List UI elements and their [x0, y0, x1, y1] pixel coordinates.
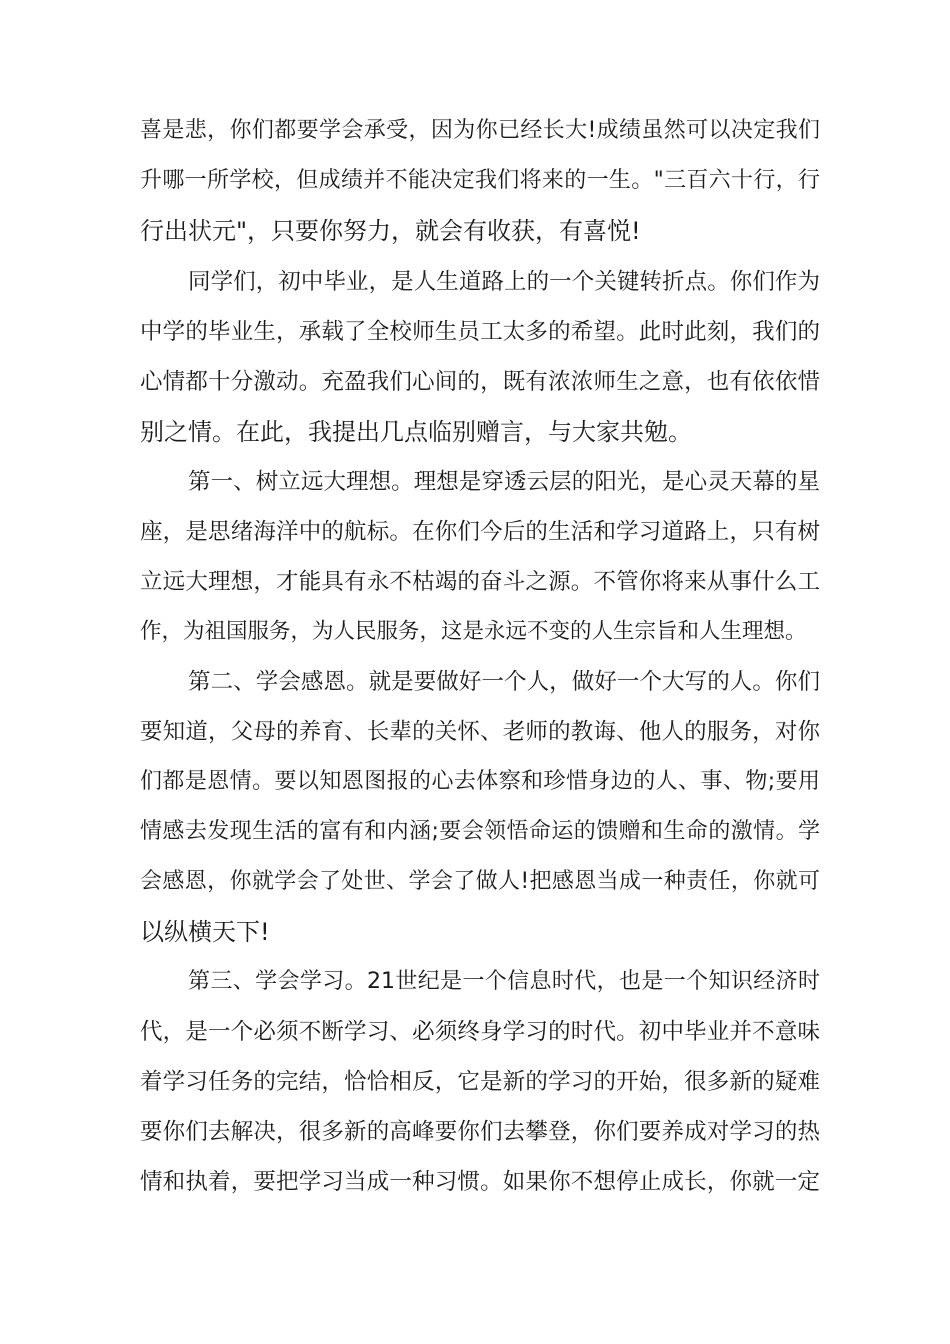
text-line: 以纵横天下! [140, 918, 270, 946]
text-line: 中学的毕业生，承载了全校师生员工太多的希望。此时此刻，我们的 [140, 319, 820, 345]
text-line: 立远大理想，才能具有永不枯竭的奋斗之源。不管你将来从事什么工 [140, 569, 820, 595]
text-line: 代，是一个必须不断学习、必须终身学习的时代。初中毕业并不意味 [140, 1019, 820, 1045]
paragraph-first-line: 同学们，初中毕业，是人生道路上的一个关键转折点。你们作为 [188, 269, 820, 295]
text-line: 升哪一所学校，但成绩并不能决定我们将来的一生。"三百六十行，行 [140, 168, 820, 193]
text-line: 情感去发现生活的富有和内涵;要会领悟命运的馈赠和生命的激情。学 [140, 819, 820, 844]
text-line: 要知道，父母的养育、长辈的关怀、老师的教诲、他人的服务，对你 [140, 719, 820, 745]
text-line: 情和执着，要把学习当成一种习惯。如果你不想停止成长，你就一定 [140, 1169, 820, 1195]
text-line: 要你们去解决，很多新的高峰要你们去攀登，你们要养成对学习的热 [140, 1119, 820, 1145]
text-line: 别之情。在此，我提出几点临别赠言，与大家共勉。 [140, 418, 692, 446]
paragraph-first-line: 第二、学会感恩。就是要做好一个人，做好一个大写的人。你们 [188, 669, 820, 695]
text-line: 作，为祖国服务，为人民服务，这是永远不变的人生宗旨和人生理想。 [140, 619, 807, 644]
text-line: 着学习任务的完结，恰恰相反，它是新的学习的开始，很多新的疑难 [140, 1069, 820, 1095]
text-line: 们都是恩情。要以知恩图报的心去体察和珍惜身边的人、事、物;要用 [140, 769, 820, 794]
paragraph-first-line: 第一、树立远大理想。理想是穿透云层的阳光，是心灵天幕的星 [188, 469, 820, 495]
text-line: 喜是悲，你们都要学会承受，因为你已经长大!成绩虽然可以决定我们 [140, 118, 820, 143]
text-line: 心情都十分激动。充盈我们心间的，既有浓浓师生之意，也有依依惜 [140, 369, 820, 395]
paragraph-first-line: 第三、学会学习。21世纪是一个信息时代，也是一个知识经济时 [188, 969, 820, 994]
text-line: 会感恩，你就学会了处世、学会了做人!把感恩当成一种责任，你就可 [140, 869, 820, 894]
text-line: 行出状元"，只要你努力，就会有收获，有喜悦! [140, 217, 641, 245]
text-line: 座，是思绪海洋中的航标。在你们今后的生活和学习道路上，只有树 [140, 519, 820, 545]
